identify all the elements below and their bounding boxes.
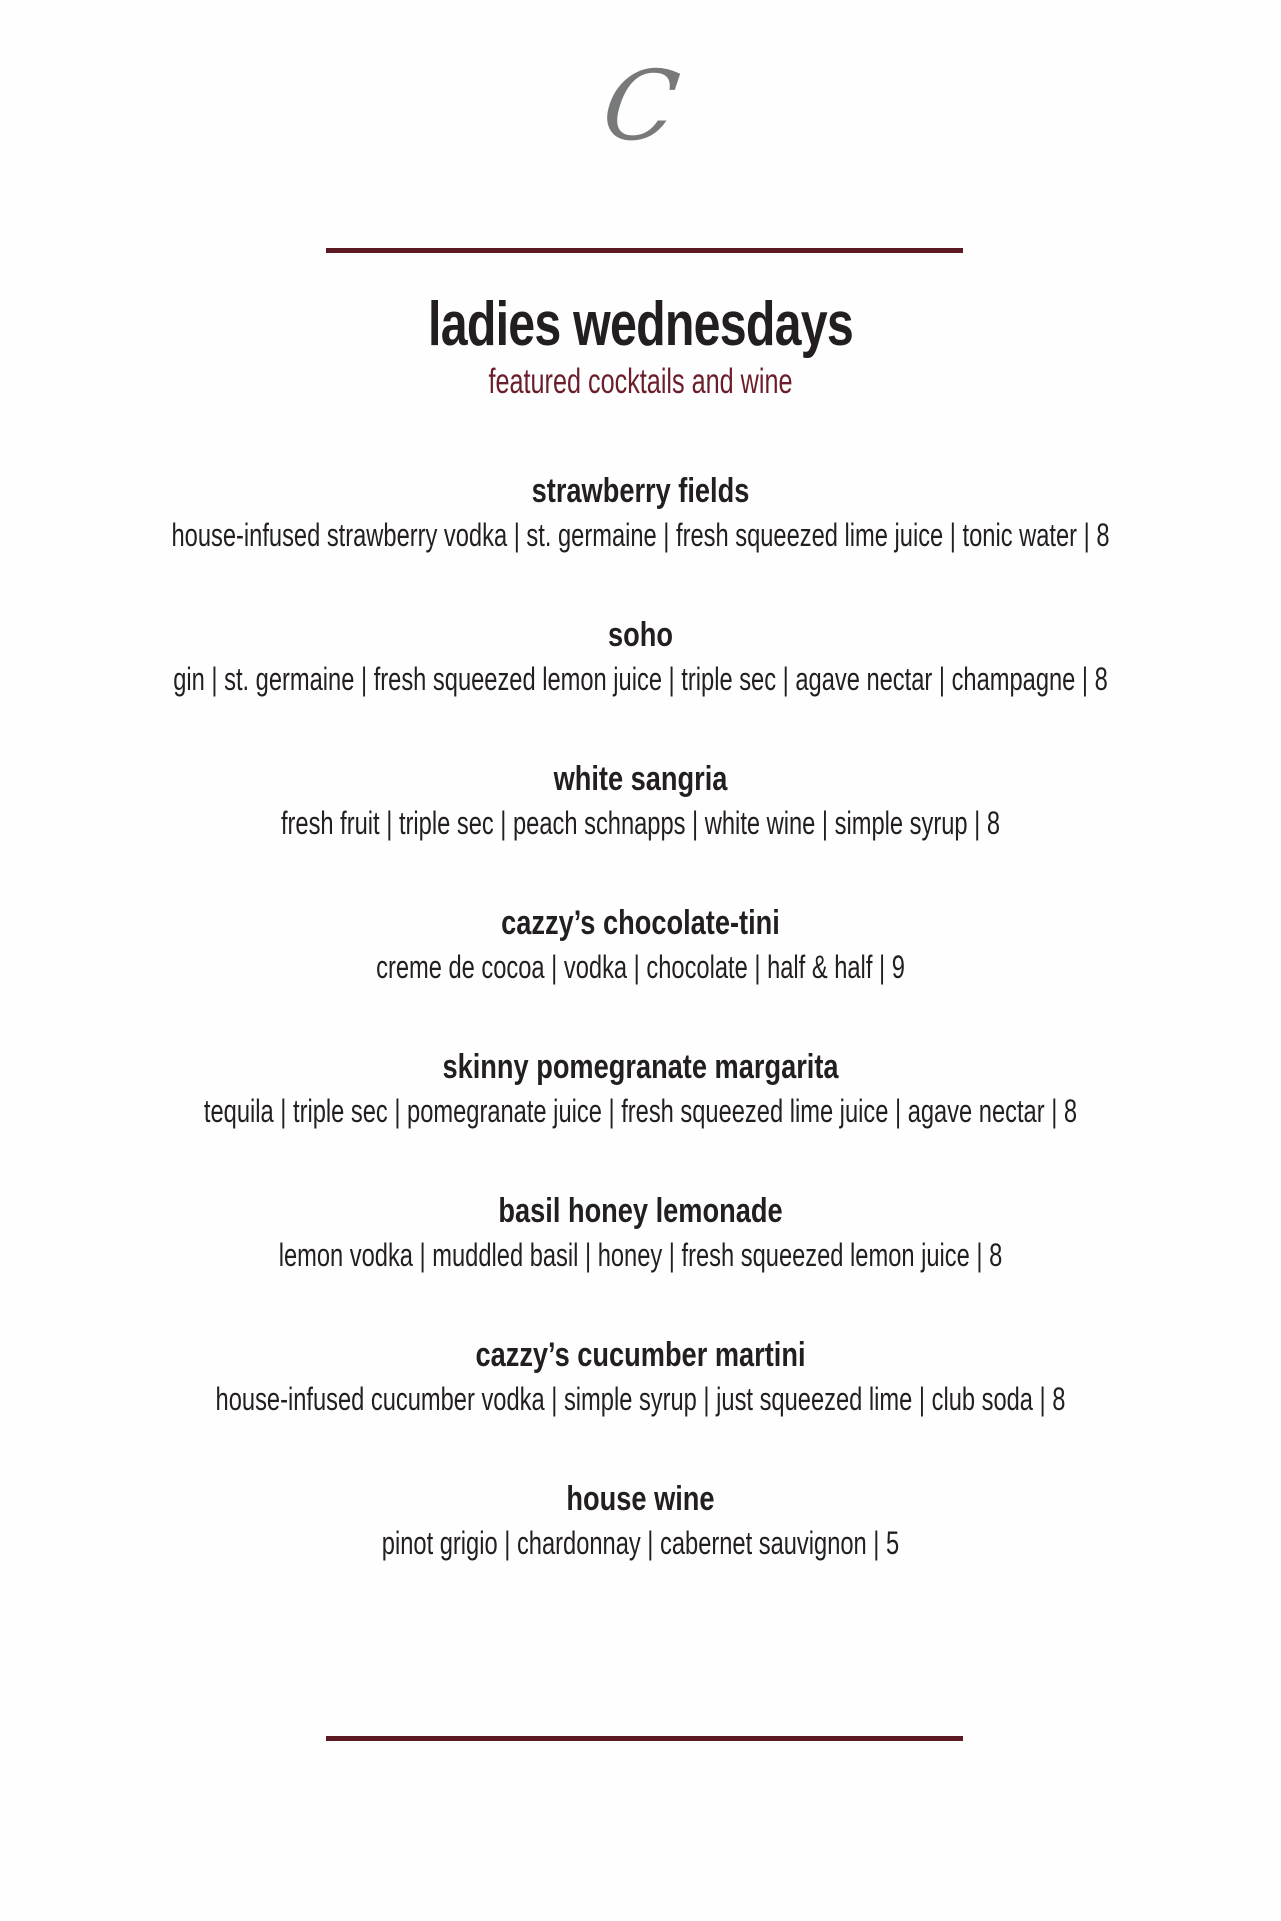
menu-item-description: tequila | triple sec | pomegranate juice | fresh squeezed lime juice | agave nectar | 8 [203, 1093, 1078, 1129]
top-divider [326, 248, 963, 253]
menu-item-description: pinot grigio | chardonnay | cabernet sauvignon | 5 [381, 1525, 900, 1561]
menu-item-name: white sangria [553, 760, 728, 798]
menu-item [0, 468, 1281, 612]
menu-item [0, 1044, 1281, 1188]
menu-item [0, 1476, 1281, 1620]
menu-item [0, 612, 1281, 756]
menu-item-description: fresh fruit | triple sec | peach schnapps | white wine | simple syrup | 8 [280, 805, 1001, 841]
menu-item [0, 756, 1281, 900]
menu-item-name: basil honey lemonade [498, 1192, 783, 1230]
menu-item-name: cazzy’s chocolate-tini [501, 904, 780, 942]
menu-item-description: creme de cocoa | vodka | chocolate | half & half | 9 [376, 949, 905, 985]
menu-item-description: gin | st. germaine | fresh squeezed lemon juice | triple sec | agave nectar | champagne | 8 [173, 661, 1108, 697]
menu-item-description: house-infused strawberry vodka | st. germaine | fresh squeezed lime juice | tonic water | 8 [171, 517, 1110, 553]
menu-list [0, 468, 1281, 1620]
menu-item-name: house wine [566, 1480, 715, 1518]
menu-item-name: cazzy’s cucumber martini [475, 1336, 806, 1374]
menu-item-name: skinny pomegranate margarita [442, 1048, 839, 1086]
page-title: ladies wednesdays [428, 290, 853, 359]
menu-header [0, 290, 1281, 402]
menu-item [0, 1188, 1281, 1332]
menu-item-description: house-infused cucumber vodka | simple syrup | just squeezed lime | club soda | 8 [215, 1381, 1066, 1417]
logo [0, 50, 1281, 162]
menu-item [0, 900, 1281, 1044]
menu-item-name: strawberry fields [531, 472, 750, 510]
logo-glyph: C [595, 50, 686, 162]
menu-item-description: lemon vodka | muddled basil | honey | fresh squeezed lemon juice | 8 [278, 1237, 1003, 1273]
menu-item-name: soho [608, 616, 673, 654]
bottom-divider [326, 1736, 963, 1741]
menu-item [0, 1332, 1281, 1476]
page-subtitle: featured cocktails and wine [488, 362, 793, 401]
